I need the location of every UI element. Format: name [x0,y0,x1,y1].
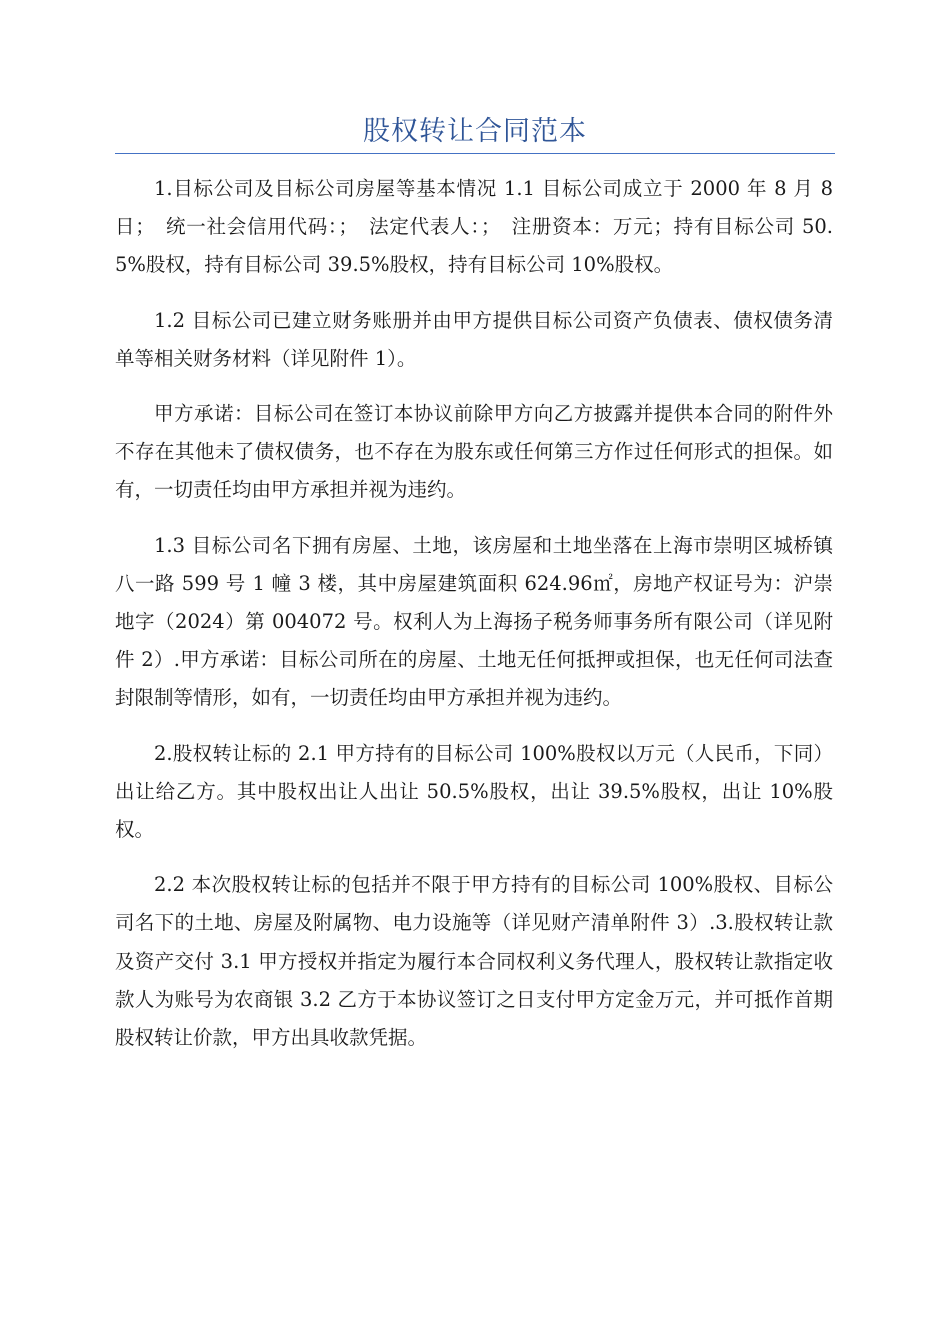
document-body [115,170,833,1074]
paragraph-party-a-commitment: 甲方承诺：目标公司在签订本协议前除甲方向乙方披露并提供本合同的附件外不存在其他未了债权债务，也不存在为股东或任何第三方作过任何形式的担保。如有，一切责任均由甲方承担并视为违约。 [115,402,833,502]
paragraph-transfer-scope-payment: 2.2 本次股权转让标的包括并不限于甲方持有的目标公司 100%股权、目标公司名下的土地、房屋及附属物、电力设施等（详见财产清单附件 3）.3.股权转让款及资产交付 3.1 甲方授权并指定为履行本合同权利义务代理人，股权转让款指定收款人为账号为农商银 3.2 乙方于本协议签订之日支付甲方定金万元，并可抵作首期股权转让价款，甲方出具收款凭据。 [115,873,833,1050]
document-title: 股权转让合同范本 [363,116,587,147]
paragraph-basic-info: 1.目标公司及目标公司房屋等基本情况 1.1 目标公司成立于 2000 年 8 月 8 日； 统一社会信用代码：； 法定代表人：； 注册资本：万元；持有目标公司 50.5%股权，持有目标公司 39.5%股权，持有目标公司 10%股权。 [115,177,833,277]
paragraph-transfer-subject: 2.股权转让标的 2.1 甲方持有的目标公司 100%股权以万元（人民币，下同）出让给乙方。其中股权出让人出让 50.5%股权，出让 39.5%股权，出让 10%股权。 [115,741,833,842]
paragraph-financial-records: 1.2 目标公司已建立财务账册并由甲方提供目标公司资产负债表、债权债务清单等相关财务材料（详见附件 1）。 [115,308,833,370]
paragraph-property-land: 1.3 目标公司名下拥有房屋、土地，该房屋和土地坐落在上海市崇明区城桥镇八一路 599 号 1 幢 3 楼，其中房屋建筑面积 624.96㎡，房地产权证号为：沪崇地字（2024）第 004072 号。权利人为上海扬子税务师事务所有限公司（详见附件 2）.甲方承诺：目标公司所在的房屋、土地无任何抵押或担保，也无任何司法查封限制等情形，如有，一切责任均由甲方承担并视为违约。 [115,533,833,710]
title-underline [115,153,835,154]
